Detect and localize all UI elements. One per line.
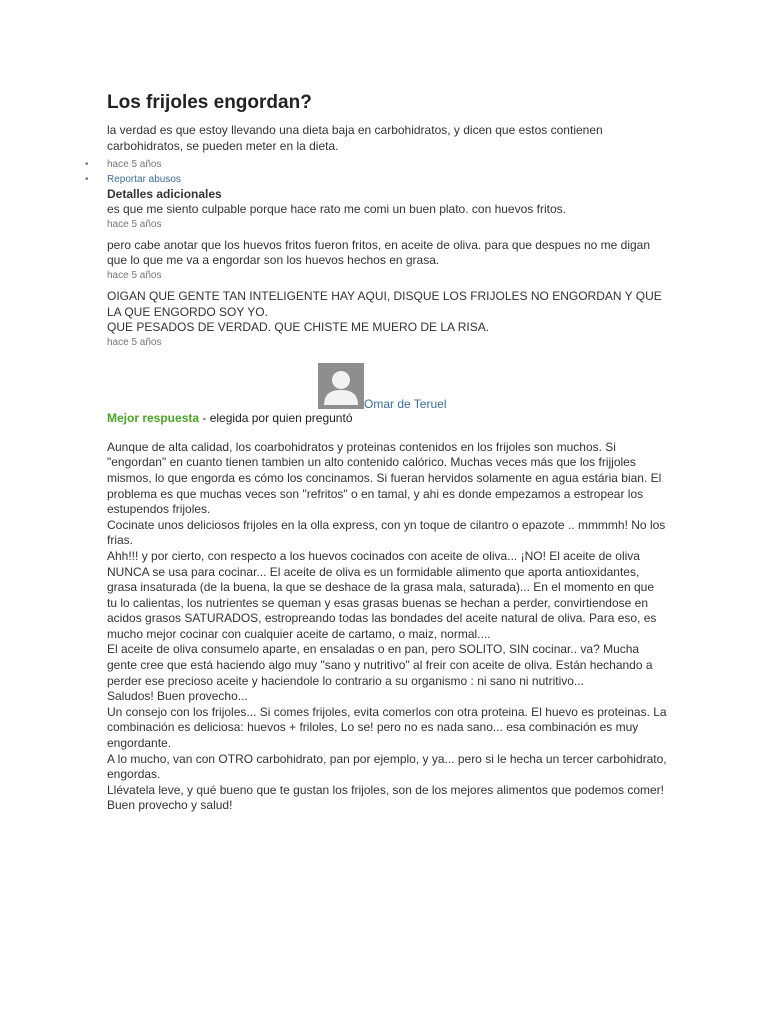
- answer-paragraph: Ahh!!! y por cierto, con respecto a los huevos cocinados con aceite de oliva... ¡NO! El aceite de oliva NUNCA se usa para cocinar... El aceite de oliva es un formidable alimento que aporta antioxidantes, grasa insaturada (de la buena, la que se deshace de la grasa mala, saturada)... En el momento en que tu lo calientas, los nutrientes se queman y esas grasas buenas se hechan a perder, convirtiendose en acidos grasos SATURADOS, estropreando todas las bondades del aceite natural de oliva. Para eso, es mucho mejor cocinar con cualquier aceite de cartamo, o maiz, normal....: [107, 548, 657, 641]
- question-meta: [85, 157, 667, 187]
- best-answer-label: Mejor respuesta: [107, 410, 200, 425]
- answer-paragraph: Cocinate unos deliciosos frijoles en la olla express, con yn toque de cilantro o epazote .. mmmmh! No los frias.: [107, 517, 666, 548]
- answer-paragraph: Un consejo con los frijoles... Si comes frijoles, evita comerlos con otra proteina. El huevo es proteinas. La combinación es deliciosa: huevos + friloles, Lo se! pero no es nada sano... esa combinación es muy engordante.: [107, 704, 667, 751]
- question-title: Los frijoles engordan?: [107, 92, 312, 113]
- best-answer-line: [107, 411, 667, 426]
- best-answer-suffix: - elegida por quien preguntó: [199, 410, 353, 425]
- detail-text: QUE PESADOS DE VERDAD. QUE CHISTE ME MUERO DE LA RISA.: [107, 320, 490, 335]
- report-abuse-link[interactable]: Reportar abusos: [107, 174, 181, 186]
- detail-text: pero cabe anotar que los huevos fritos fueron fritos, en aceite de oliva. para que despues no me digan que lo que me va a engordar son los huevos hechos en grasa.: [107, 237, 651, 268]
- user-avatar-icon[interactable]: [318, 363, 364, 409]
- bullet-icon: •: [85, 159, 89, 171]
- detail-time: hace 5 años: [107, 336, 162, 348]
- detail-item: [107, 289, 667, 350]
- answerer-name-link[interactable]: Omar de Teruel: [364, 396, 447, 411]
- answerer-block: [107, 363, 667, 411]
- details-heading: Detalles adicionales: [107, 187, 222, 202]
- detail-item: [107, 202, 667, 232]
- question-time: hace 5 años: [107, 159, 162, 171]
- detail-time: hace 5 años: [107, 218, 162, 230]
- detail-time: hace 5 años: [107, 269, 162, 281]
- report-abuse-item: [85, 172, 667, 187]
- detail-text: es que me siento culpable porque hace rato me comi un buen plato. con huevos fritos.: [107, 202, 566, 217]
- answer-paragraph: El aceite de oliva consumelo aparte, en ensaladas o en pan, pero SOLITO, SIN cocinar.. va? Mucha gente cree que está haciendo algo muy "sano y nutritivo" al freir con aceite de oliva. Están hechando a perder ese precioso aceite y haciendole lo contrario a su organismo : ni sano ni nutritivo...: [107, 642, 653, 688]
- question-time-item: [85, 157, 667, 172]
- bullet-icon: •: [85, 174, 89, 186]
- answer-paragraph: Llévatela leve, y qué bueno que te gustan los frijoles, son de los mejores alimentos que podemos comer!: [107, 782, 664, 797]
- question-page: [85, 92, 667, 814]
- answer-paragraph: Saludos! Buen provecho...: [107, 689, 248, 704]
- answer-paragraph: A lo mucho, van con OTRO carbohidrato, pan por ejemplo, y ya... pero si le hecha un tercer carbohidrato, engordas.: [107, 751, 667, 782]
- detail-item: [107, 238, 667, 283]
- detail-text: OIGAN QUE GENTE TAN INTELIGENTE HAY AQUI, DISQUE LOS FRIJOLES NO ENGORDAN Y QUE LA QUE ENGORDO SOY YO.: [107, 288, 662, 319]
- question-body: la verdad es que estoy llevando una dieta baja en carbohidratos, y dicen que estos contienen carbohidratos, se pueden meter en la dieta.: [107, 123, 603, 153]
- answer-paragraph: Aunque de alta calidad, los coarbohidratos y proteinas contenidos en los frijoles son muchos. Si "engordan" en cuanto tienen tambien un alto contenido calórico. Muchas veces más que los frijjoles mismos, lo que engorda es cómo los concinamos. Si fueran hervidos solamente en agua estária bian. El problema es que muchas veces son "refritos" o en tamal, y ahi es donde empezamos a estropear los estupendos frijoles.: [107, 439, 662, 517]
- additional-details: [107, 187, 667, 350]
- best-answer-body: [107, 440, 667, 814]
- answer-paragraph: Buen provecho y salud!: [107, 798, 233, 813]
